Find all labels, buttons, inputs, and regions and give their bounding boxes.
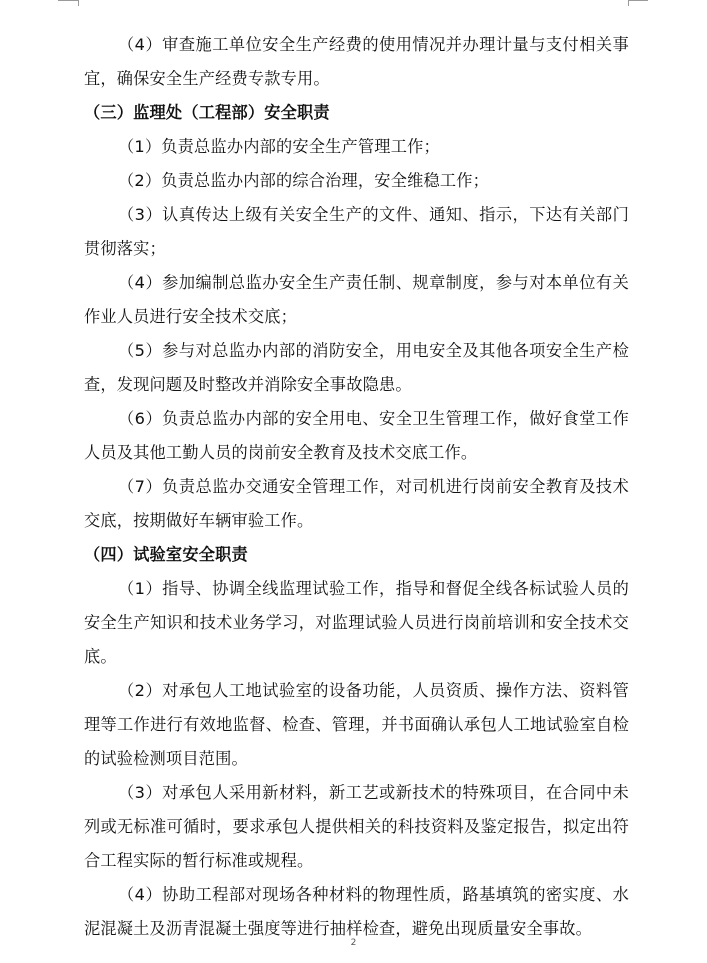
document-body (84, 28, 629, 946)
paragraph-item-6-electricity-hygiene: （6）负责总监办内部的安全用电、安全卫生管理工作，做好食堂工作人员及其他工勤人员的岗前安全教育及技术交底工作。 (84, 409, 629, 462)
crop-mark-top-right-vertical (628, 0, 629, 6)
paragraph-item-4-responsibility-system: （4）参加编制总监办安全生产责任制、规章制度，参与对本单位有关作业人员进行安全技术交底； (84, 273, 629, 326)
paragraph-lab-item-1-guidance: （1）指导、协调全线监理试验工作，指导和督促全线各标试验人员的安全生产知识和技术业务学习，对监理试验人员进行岗前培训和安全技术交底。 (84, 579, 629, 666)
page-number: 2 (350, 938, 357, 948)
section-heading-supervision-dept: （三）监理处（工程部）安全职责 (84, 103, 330, 122)
section-heading-laboratory: （四）试验室安全职责 (84, 545, 248, 564)
paragraph-lab-item-3-new-materials: （3）对承包人采用新材料，新工艺或新技术的特殊项目，在合同中未列或无标准可循时，要求承包人提供相关的科技资料及鉴定报告，拟定出符合工程实际的暂行标准或规程。 (84, 783, 629, 870)
paragraph-item-1-safety-management: （1）负责总监办内部的安全生产管理工作； (118, 137, 440, 156)
paragraph-lab-item-2-contractor-lab: （2）对承包人工地试验室的设备功能，人员资质、操作方法、资料管理等工作进行有效地监督、检查、管理，并书面确认承包人工地试验室自检的试验检测项目范围。 (84, 681, 629, 768)
paragraph-lab-item-4-sampling: （4）协助工程部对现场各种材料的物理性质，路基填筑的密实度、水泥混凝土及沥青混凝土强度等进行抽样检查，避免出现质量安全事故。 (84, 885, 629, 938)
paragraph-item-5-fire-safety: （5）参与对总监办内部的消防安全，用电安全及其他各项安全生产检查，发现问题及时整改并消除安全事故隐患。 (84, 341, 629, 394)
crop-mark-top-left-vertical (78, 0, 79, 6)
crop-mark-top-right (628, 0, 648, 1)
paragraph-item-4-funding: （4）审查施工单位安全生产经费的使用情况并办理计量与支付相关事宜，确保安全生产经费专款专用。 (84, 35, 629, 88)
paragraph-item-3-relay-documents: （3）认真传达上级有关安全生产的文件、通知、指示，下达有关部门贯彻落实； (84, 205, 629, 258)
crop-mark-top-left (58, 0, 78, 1)
paragraph-item-7-traffic-safety: （7）负责总监办交通安全管理工作，对司机进行岗前安全教育及技术交底，按期做好车辆审验工作。 (84, 477, 629, 530)
paragraph-item-2-comprehensive-governance: （2）负责总监办内部的综合治理，安全维稳工作； (118, 171, 490, 190)
